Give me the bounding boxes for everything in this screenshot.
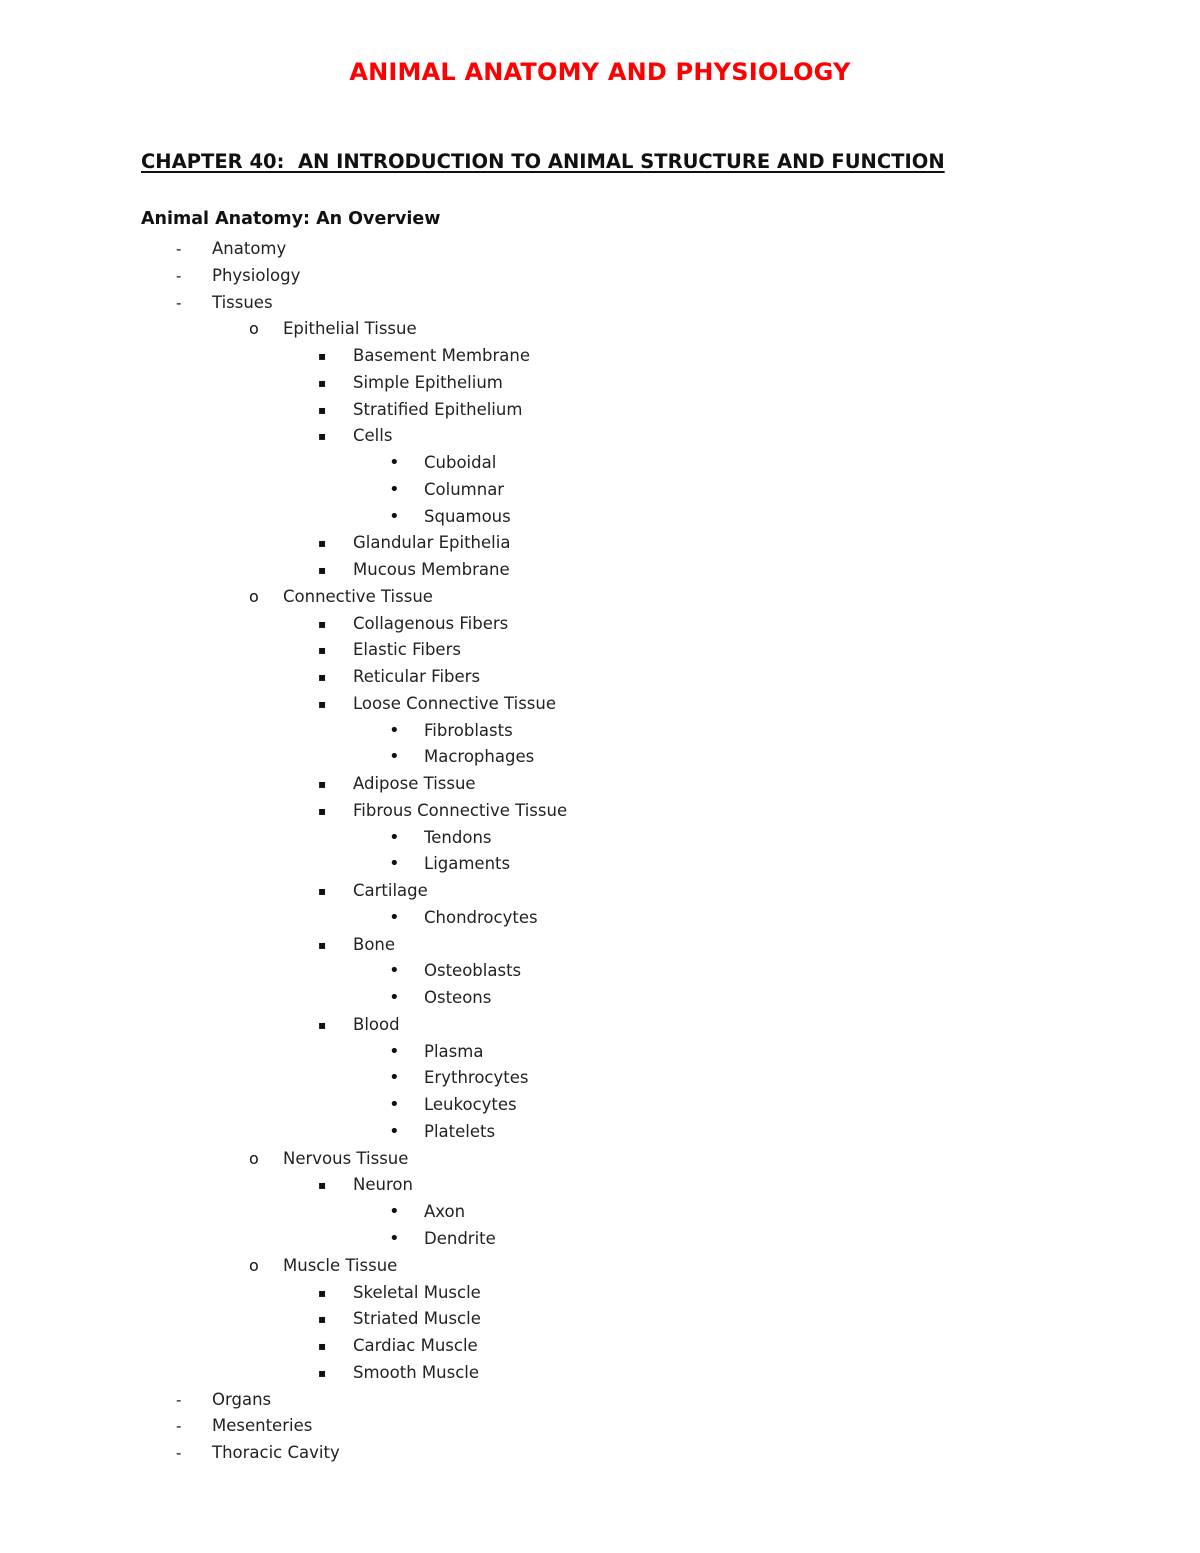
square-bullet-icon: ▪	[318, 1178, 327, 1193]
outline-item-label: Cells	[353, 426, 393, 446]
dot-bullet-icon: •	[389, 1067, 400, 1089]
dash-bullet-icon: -	[176, 1417, 182, 1436]
outline-item-label: Squamous	[424, 506, 511, 526]
dot-bullet-icon: •	[389, 987, 400, 1009]
dash-bullet-icon: -	[176, 293, 182, 312]
outline-item-label: Cardiac Muscle	[353, 1336, 478, 1355]
outline-item-label: Columnar	[424, 479, 505, 499]
outline-item-label: Platelets	[424, 1121, 496, 1141]
dot-bullet-icon: •	[389, 478, 400, 500]
outline-item-label: Neuron	[353, 1175, 413, 1195]
chapter-heading: CHAPTER 40: AN INTRODUCTION TO ANIMAL STRUCTURE AND FUNCTION	[141, 150, 945, 173]
square-bullet-icon: ▪	[318, 1339, 327, 1353]
outline-item-label: Thoracic Cavity	[212, 1443, 340, 1462]
outline-item-label: Nervous Tissue	[283, 1148, 409, 1168]
square-bullet-icon: ▪	[318, 1312, 327, 1327]
dash-bullet-icon: -	[176, 1390, 182, 1409]
square-bullet-icon: ▪	[318, 643, 327, 658]
outline-item-label: Osteons	[424, 988, 492, 1008]
outline-item-label: Basement Membrane	[353, 346, 531, 365]
outline-item-label: Ligaments	[424, 854, 511, 874]
dot-bullet-icon: •	[389, 826, 400, 848]
dash-bullet-icon: -	[176, 1444, 182, 1462]
outline-item-label: Skeletal Muscle	[353, 1282, 481, 1302]
outline-item-label: Anatomy	[212, 239, 287, 258]
dash-bullet-icon: -	[176, 266, 182, 285]
square-bullet-icon: ▪	[318, 937, 327, 952]
outline-item-label: Blood	[353, 1014, 400, 1034]
outline-item-label: Muscle Tissue	[283, 1255, 398, 1275]
outline-item-label: Simple Epithelium	[353, 372, 503, 392]
outline-item-label: Cartilage	[353, 881, 428, 901]
circle-bullet-icon: o	[249, 319, 259, 339]
dot-bullet-icon: •	[389, 1094, 400, 1116]
dot-bullet-icon: •	[389, 906, 400, 928]
square-bullet-icon: ▪	[318, 349, 327, 363]
dot-bullet-icon: •	[389, 1120, 400, 1142]
square-bullet-icon: ▪	[318, 429, 327, 444]
outline-item-label: Tissues	[212, 292, 273, 312]
dot-bullet-icon: •	[389, 505, 400, 527]
circle-bullet-icon: o	[249, 1255, 259, 1275]
outline-item-label: Dendrite	[424, 1229, 496, 1248]
square-bullet-icon: ▪	[318, 616, 327, 631]
outline-item-label: Adipose Tissue	[353, 774, 476, 794]
square-bullet-icon: ▪	[318, 670, 327, 685]
outline-item-label: Cuboidal	[424, 453, 497, 472]
document-title: ANIMAL ANATOMY AND PHYSIOLOGY	[349, 58, 851, 86]
outline-item-label: Plasma	[424, 1041, 484, 1061]
dash-bullet-icon: -	[176, 240, 182, 258]
outline-item-label: Axon	[424, 1202, 466, 1222]
outline-item-label: Physiology	[212, 265, 301, 285]
outline-item-label: Collagenous Fibers	[353, 613, 509, 633]
section-heading: Animal Anatomy: An Overview	[141, 209, 441, 229]
outline-item-label: Mesenteries	[212, 1416, 313, 1436]
outline-item-label: Fibroblasts	[424, 720, 513, 740]
outline-item-label: Chondrocytes	[424, 907, 538, 927]
circle-bullet-icon: o	[249, 586, 259, 606]
square-bullet-icon: ▪	[318, 1365, 327, 1380]
outline-item-label: Loose Connective Tissue	[353, 693, 557, 713]
outline-item-label: Leukocytes	[424, 1095, 517, 1115]
dot-bullet-icon: •	[389, 1040, 400, 1062]
dot-bullet-icon: •	[389, 853, 400, 875]
outline-item-label: Smooth Muscle	[353, 1362, 480, 1382]
square-bullet-icon: ▪	[318, 696, 327, 711]
square-bullet-icon: ▪	[318, 777, 327, 792]
square-bullet-icon: ▪	[318, 536, 327, 551]
circle-bullet-icon: o	[249, 1148, 259, 1168]
square-bullet-icon: ▪	[318, 375, 327, 390]
outline-item-label: Elastic Fibers	[353, 640, 461, 660]
square-bullet-icon: ▪	[318, 803, 327, 818]
outline-item-label: Mucous Membrane	[353, 560, 510, 580]
dot-bullet-icon: •	[389, 719, 400, 741]
dot-bullet-icon: •	[389, 1228, 400, 1249]
outline-item-label: Striated Muscle	[353, 1309, 481, 1329]
square-bullet-icon: ▪	[318, 402, 327, 417]
outline-item-label: Bone	[353, 934, 396, 954]
outline-item-label: Macrophages	[424, 747, 535, 767]
dot-bullet-icon: •	[389, 960, 400, 982]
dot-bullet-icon: •	[389, 452, 400, 473]
square-bullet-icon: ▪	[318, 1285, 327, 1300]
outline-item-label: Organs	[212, 1389, 272, 1409]
square-bullet-icon: ▪	[318, 884, 327, 899]
outline-item-label: Erythrocytes	[424, 1068, 529, 1088]
square-bullet-icon: ▪	[318, 563, 327, 578]
outline-item-label: Reticular Fibers	[353, 667, 481, 687]
square-bullet-icon: ▪	[318, 1017, 327, 1032]
outline-item-label: Glandular Epithelia	[353, 533, 511, 553]
outline-item-label: Epithelial Tissue	[283, 319, 417, 339]
dot-bullet-icon: •	[389, 1201, 400, 1223]
dot-bullet-icon: •	[389, 746, 400, 768]
outline-item-label: Stratified Epithelium	[353, 399, 523, 419]
outline-item-label: Tendons	[424, 827, 492, 847]
outline-item-label: Osteoblasts	[424, 961, 522, 981]
outline-item-label: Fibrous Connective Tissue	[353, 800, 568, 820]
outline-item-label: Connective Tissue	[283, 586, 433, 606]
